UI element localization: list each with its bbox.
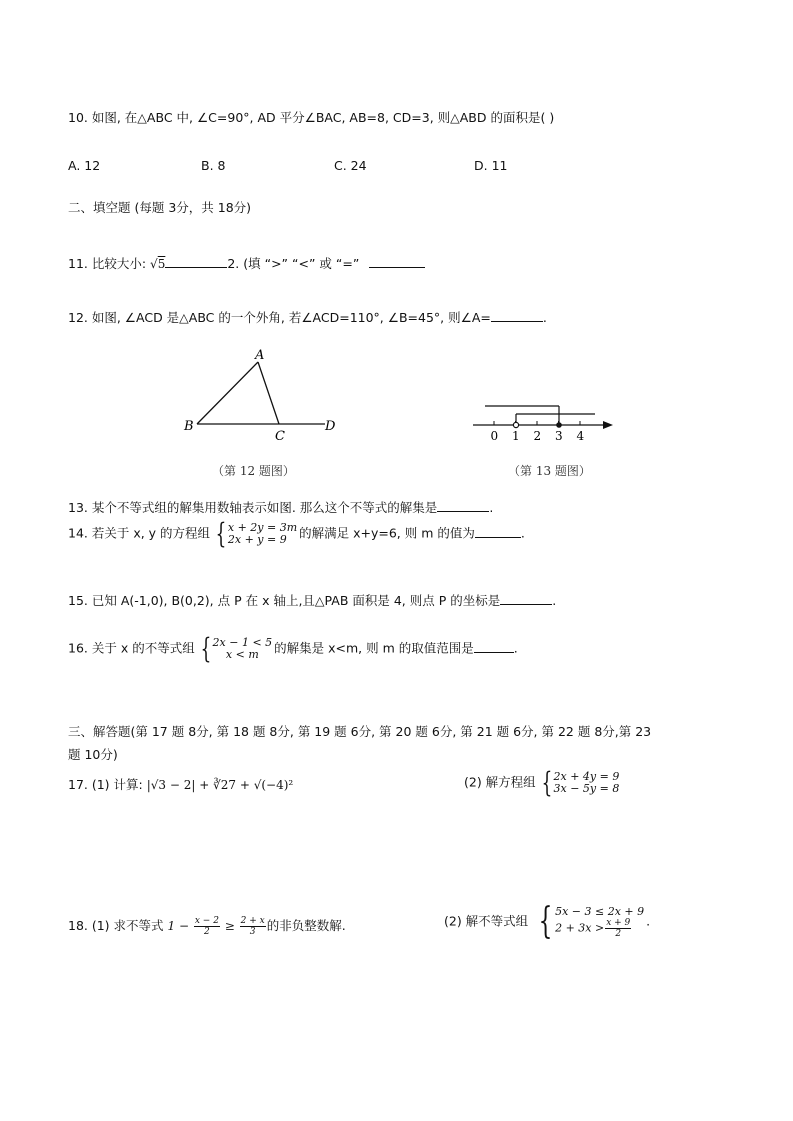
q17-part2-label: (2) 解方程组 [464,774,536,790]
q17-expression: |√3 − 2| + ∛27 + √(−4)² [146,778,294,792]
inequality-1: 5x − 3 ≤ 2x + 9 [555,905,645,918]
equation-1: x + 2y = 3m [227,521,298,534]
section-3-title-line-2: 题 10分) [68,747,118,762]
tick-label: 2 [533,429,542,443]
tick-label: 1 [512,429,520,443]
question-18-part-2 [444,901,651,942]
q14-prefix: 14. 若关于 x, y 的方程组 [68,525,211,541]
question-15 [68,591,556,610]
option-d: D. 11 [474,158,508,173]
option-c: C. 24 [334,158,367,173]
figure-12-triangle [175,340,345,440]
answer-blank[interactable] [437,498,489,512]
inequality: 1 − $\frac{x - 2}{2}$ ≥ $\frac{2 + x}{3}$ [167,916,265,937]
period: . [520,525,525,541]
fraction-1: $\frac{x - 2}{2}$ [194,916,219,937]
q16-prefix: 16. 关于 x 的不等式组 [68,640,195,656]
q11-prefix: 11. 比较大小: [68,256,151,271]
tick-label: 0 [490,429,499,443]
sqrt-5: √5 [150,257,166,271]
label-c: C [275,429,285,440]
equation-2: 2x + y = 9 [227,533,287,546]
q13-text: 13. 某个不等式组的解集用数轴表示如图. 那么这个不等式的解集是 [68,500,438,515]
question-14 [68,517,525,550]
period: . [646,913,651,929]
question-11 [68,254,425,273]
answer-blank[interactable] [500,591,552,605]
period: . [542,310,547,325]
q14-suffix: 的解满足 x+y=6, 则 m 的值为 [299,525,475,541]
section-2-title: 二、填空题 (每题 3分，共 18分) [68,200,252,215]
inequality-system [197,632,273,665]
q17-label: 17. (1) 计算: [68,777,147,792]
section-3-title-line-1: 三、解答题(第 17 题 8分, 第 18 题 8分, 第 19 题 6分, 第 20 题 6分, 第 21 题 6分, 第 22 题 8分,第 23 [68,724,652,739]
q18-suffix: 的非负整数解. [266,918,346,933]
label-a: A [255,348,265,363]
closed-point [556,422,562,428]
question-12 [68,308,547,327]
inequality-2: 2 + 3x > $\frac{x + 9}{2}$ [555,918,631,939]
answer-blank[interactable] [474,639,514,653]
q11-middle: 2. (填 “>” “<” 或 “=” [227,256,360,271]
period: . [552,593,557,608]
equation-system [212,517,298,550]
option-b: B. 8 [201,158,226,173]
question-18-part-1 [68,916,346,937]
brace: { [215,517,227,550]
option-a: A. 12 [68,158,101,173]
question-13 [68,498,493,517]
figure-13-number-line [465,395,625,450]
figure-12-caption: （第 12 题图） [212,464,295,478]
open-point [513,422,518,427]
q15-text: 15. 已知 A(-1,0), B(0,2), 点 P 在 x 轴上,且△PAB 面积是 4, 则点 P 的坐标是 [68,593,501,608]
inequality-system [534,901,645,942]
tick-label: 4 [576,429,585,443]
inequality-1: 2x − 1 < 5 [212,636,273,649]
inequality-2: x < m [225,648,259,661]
equation-system [538,766,620,799]
answer-blank[interactable] [369,254,425,268]
answer-blank[interactable] [475,524,521,538]
side-ac [258,362,279,424]
q12-text: 12. 如图, ∠ACD 是△ABC 的一个外角, 若∠ACD=110°, ∠B=45°, 则∠A= [68,310,491,325]
label-b: B [184,419,194,434]
equation-1: 2x + 4y = 9 [553,770,620,783]
equation-2: 3x − 5y = 8 [553,782,620,795]
q18-part2-label: (2) 解不等式组 [444,913,529,929]
tick-label: 3 [555,429,563,443]
answer-blank[interactable] [165,254,227,268]
question-17-part-2 [464,766,621,799]
fraction: $\frac{x + 9}{2}$ [606,918,631,939]
brace: { [200,632,211,665]
question-16 [68,632,518,665]
period: . [489,500,494,515]
answer-blank[interactable] [491,308,543,322]
figure-13-caption: （第 13 题图） [508,464,591,478]
side-ab [197,362,258,424]
period: . [513,640,518,656]
question-17-part-1 [68,776,293,794]
q18-label: 18. (1) 求不等式 [68,918,164,933]
label-d: D [325,419,336,434]
brace: { [538,901,553,942]
fraction-2: $\frac{2 + x}{3}$ [240,916,265,937]
question-10: 10. 如图, 在△ABC 中, ∠C=90°, AD 平分∠BAC, AB=8, CD=3, 则△ABD 的面积是( ) [68,110,555,125]
axis-arrow [603,421,613,429]
q16-suffix: 的解集是 x<m, 则 m 的取值范围是 [274,640,474,656]
brace: { [541,766,552,799]
